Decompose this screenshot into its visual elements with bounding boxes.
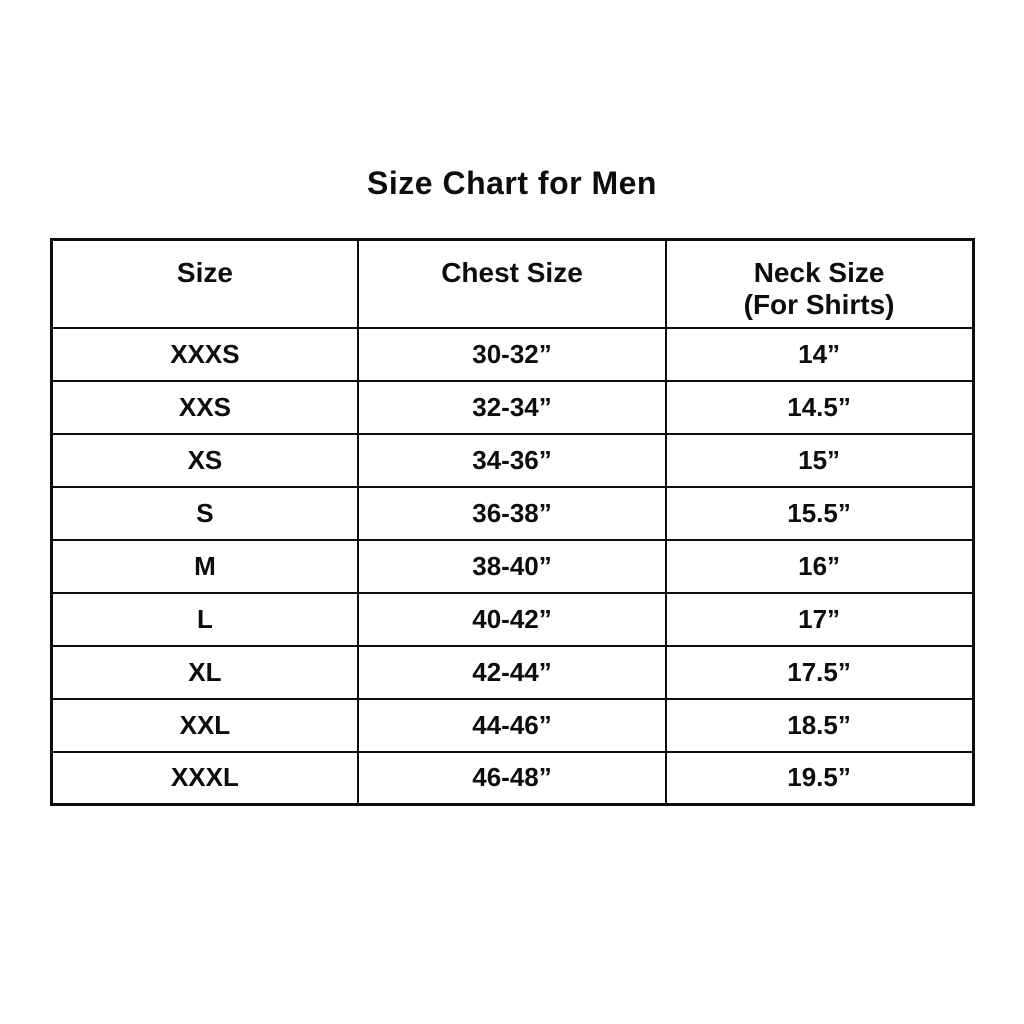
table-row [51,487,973,540]
cell-chest: 32-34” [358,381,665,434]
header-row [51,240,973,328]
cell-size: XXXL [51,752,358,805]
cell-neck: 19.5” [666,752,973,805]
cell-size: L [51,593,358,646]
cell-chest: 34-36” [358,434,665,487]
cell-neck: 17.5” [666,646,973,699]
cell-chest: 44-46” [358,699,665,752]
table-row [51,699,973,752]
cell-size: S [51,487,358,540]
cell-chest: 46-48” [358,752,665,805]
table-row [51,434,973,487]
cell-neck: 15.5” [666,487,973,540]
cell-size: XXS [51,381,358,434]
table-body [51,328,973,805]
table-header [51,240,973,328]
column-header-chest-size: Chest Size [358,240,665,328]
column-header-neck-size-line2: (For Shirts) [743,289,895,320]
table-row [51,646,973,699]
column-header-size: Size [51,240,358,328]
cell-chest: 38-40” [358,540,665,593]
cell-chest: 40-42” [358,593,665,646]
cell-size: XXL [51,699,358,752]
table-row [51,593,973,646]
table-row [51,752,973,805]
column-header-neck-size-line1: Neck Size [753,257,885,288]
cell-size: XXXS [51,328,358,381]
cell-size: XL [51,646,358,699]
cell-neck: 17” [666,593,973,646]
page-title: Size Chart for Men [367,165,657,201]
cell-neck: 14” [666,328,973,381]
cell-neck: 18.5” [666,699,973,752]
cell-neck: 16” [666,540,973,593]
cell-neck: 14.5” [666,381,973,434]
cell-size: XS [51,434,358,487]
column-header-neck-size [666,240,973,328]
size-chart-table [50,238,975,806]
cell-chest: 30-32” [358,328,665,381]
table-row [51,540,973,593]
cell-chest: 36-38” [358,487,665,540]
cell-chest: 42-44” [358,646,665,699]
table-row [51,328,973,381]
table-row [51,381,973,434]
cell-neck: 15” [666,434,973,487]
cell-size: M [51,540,358,593]
